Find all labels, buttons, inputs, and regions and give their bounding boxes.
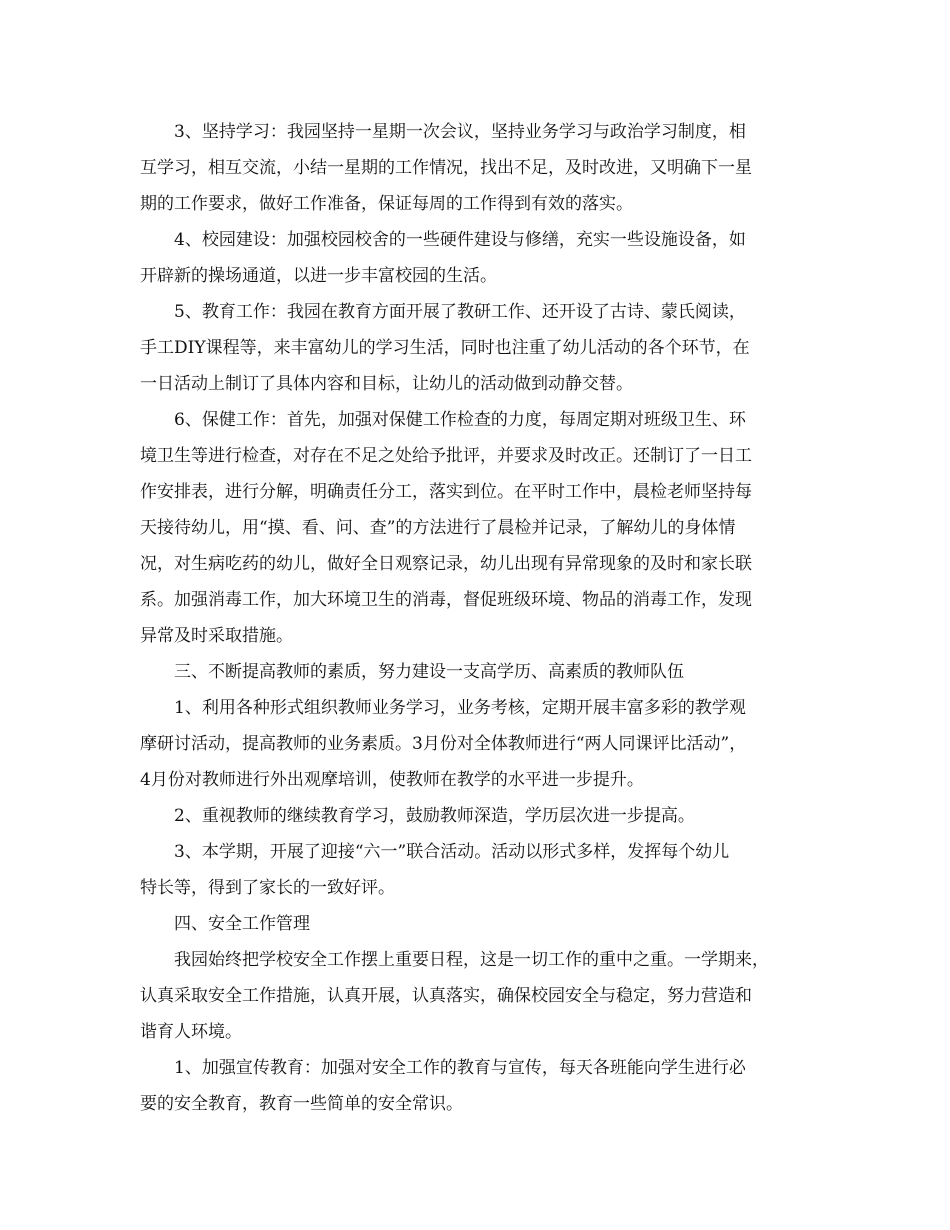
text-line: 异常及时采取措施。 (140, 626, 293, 646)
text-line: 系。加强消毒工作，加大环境卫生的消毒，督促班级环境、物品的消毒工作，发现 (140, 590, 752, 610)
text-line: 3、本学期，开展了迎接“六一”联合活动。活动以形式多样，发挥每个幼儿 (174, 842, 730, 862)
text-line: 5、教育工作：我园在教育方面开展了教研工作、还开设了古诗、蒙氏阅读， (174, 302, 746, 322)
section-heading-teacher-quality (140, 654, 820, 690)
paragraph-teacher-training (140, 690, 820, 798)
paragraph-continuing-education (140, 798, 820, 834)
paragraph-daily-study (140, 114, 820, 222)
text-line: 互学习，相互交流，小结一星期的工作情况，找出不足，及时改进，又明确下一星 (140, 158, 752, 178)
paragraph-campus-construction (140, 222, 820, 294)
text-line: 天接待幼儿，用“摸、看、问、查”的方法进行了晨检并记录，了解幼儿的身体情 (140, 518, 736, 538)
text-line: 作安排表，进行分解，明确责任分工，落实到位。在平时工作中，晨检老师坚持每 (140, 482, 752, 502)
paragraph-childrens-day-activity (140, 834, 820, 906)
text-line: 谐育人环境。 (140, 1022, 242, 1042)
text-line: 况，对生病吃药的幼儿，做好全日观察记录，幼儿出现有异常现象的及时和家长联 (140, 554, 752, 574)
text-line: 4月份对教师进行外出观摩培训，使教师在教学的水平进一步提升。 (140, 770, 644, 790)
text-line: 期的工作要求，做好工作准备，保证每周的工作得到有效的落实。 (140, 194, 633, 214)
paragraph-safety-publicity (140, 1050, 820, 1122)
text-line: 认真采取安全工作措施，认真开展，认真落实，确保校园安全与稳定，努力营造和 (140, 986, 752, 1006)
text-line: 四、安全工作管理 (174, 914, 310, 934)
text-line: 三、不断提高教师的素质，努力建设一支高学历、高素质的教师队伍 (174, 662, 684, 682)
document-body (140, 114, 820, 1122)
text-line: 1、利用各种形式组织教师业务学习，业务考核，定期开展丰富多彩的教学观 (174, 698, 746, 718)
text-line: 我园始终把学校安全工作摆上重要日程，这是一切工作的重中之重。一学期来， (174, 950, 769, 970)
text-line: 开辟新的操场通道，以进一步丰富校园的生活。 (140, 266, 497, 286)
text-line: 3、坚持学习：我园坚持一星期一次会议，坚持业务学习与政治学习制度，相 (174, 122, 746, 142)
text-line: 摩研讨活动，提高教师的业务素质。3月份对全体教师进行“两人同课评比活动”， (140, 734, 747, 754)
text-line: 一日活动上制订了具体内容和目标，让幼儿的活动做到动静交替。 (140, 374, 633, 394)
text-line: 要的安全教育，教育一些简单的安全常识。 (140, 1094, 463, 1114)
paragraph-education-work (140, 294, 820, 402)
text-line: 特长等，得到了家长的一致好评。 (140, 878, 395, 898)
paragraph-safety-priority (140, 942, 820, 1050)
text-line: 境卫生等进行检查，对存在不足之处给予批评，并要求及时改正。还制订了一日工 (140, 446, 752, 466)
text-line: 1、加强宣传教育：加强对安全工作的教育与宣传，每天各班能向学生进行必 (174, 1058, 746, 1078)
text-line: 6、保健工作：首先，加强对保健工作检查的力度，每周定期对班级卫生、环 (174, 410, 746, 430)
text-line: 4、校园建设：加强校园校舍的一些硬件建设与修缮，充实一些设施设备，如 (174, 230, 746, 250)
text-line: 手工DIY课程等，来丰富幼儿的学习生活，同时也注重了幼儿活动的各个环节，在 (140, 338, 750, 358)
text-line: 2、重视教师的继续教育学习，鼓励教师深造，学历层次进一步提高。 (174, 806, 695, 826)
paragraph-health-work (140, 402, 820, 654)
section-heading-safety-management (140, 906, 820, 942)
